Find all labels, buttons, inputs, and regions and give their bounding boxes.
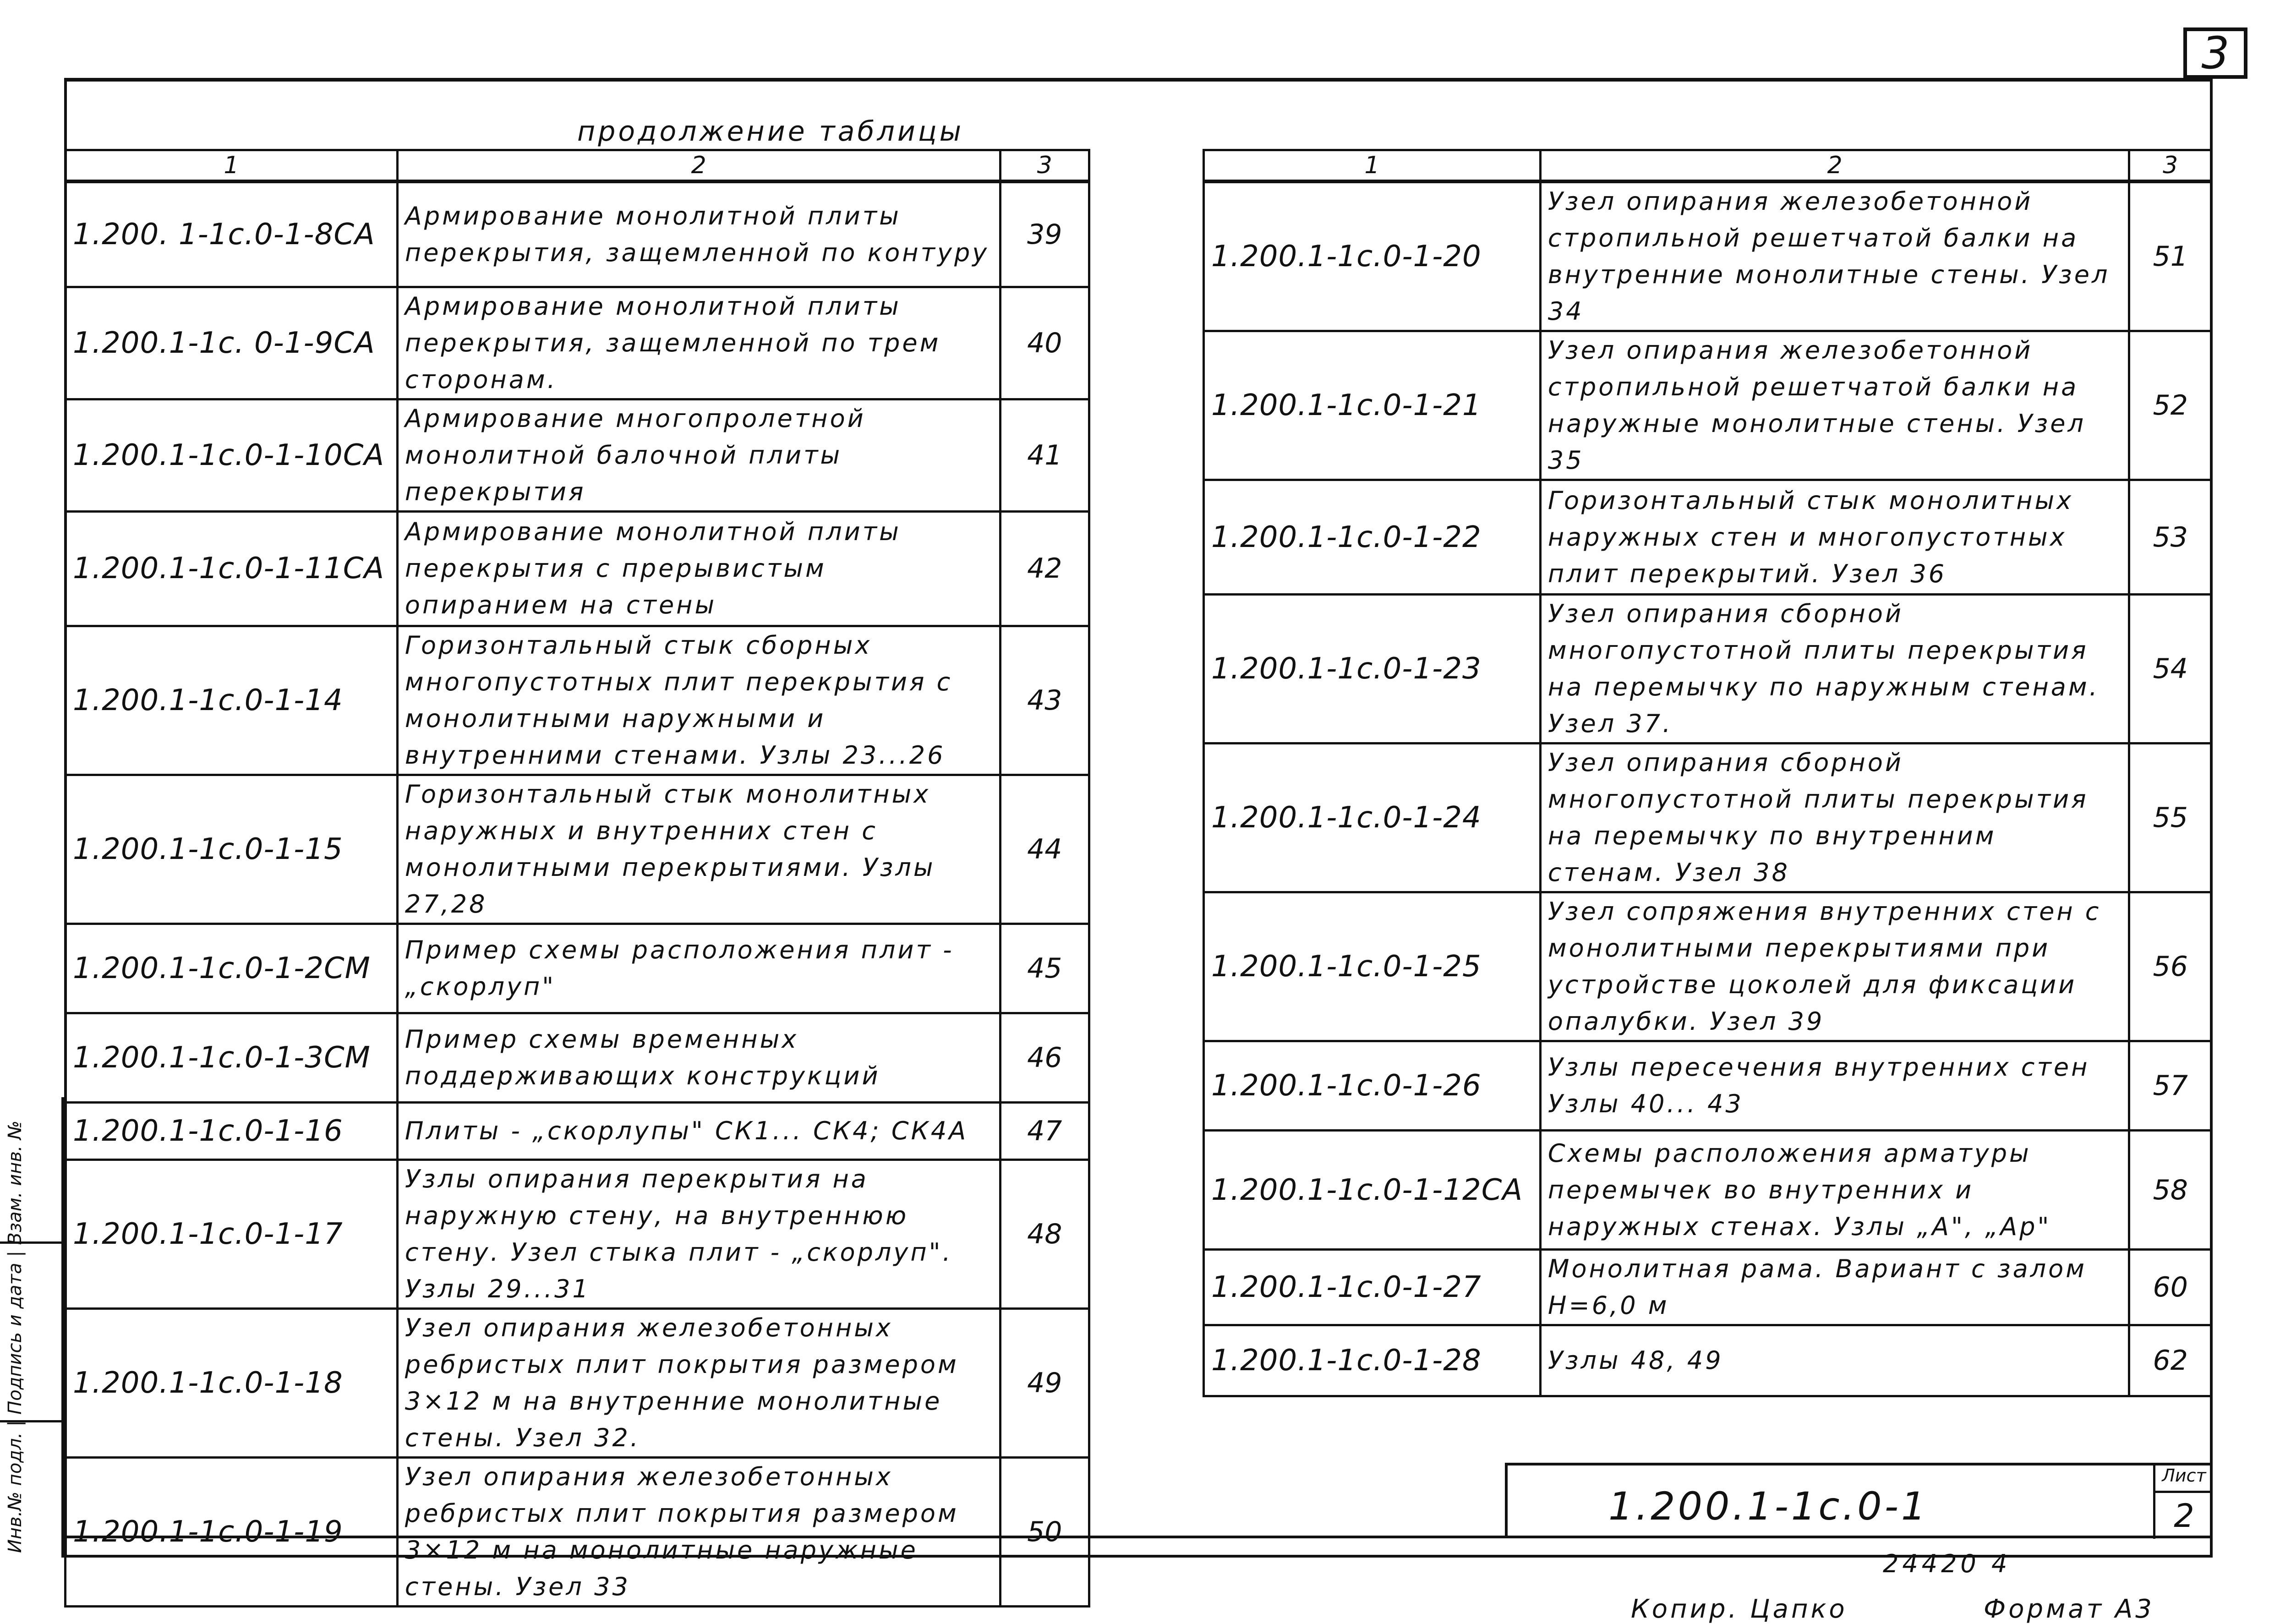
doc-code-cell: 1.200.1-1с.0-1-3СМ (66, 1013, 398, 1102)
table-row (1204, 331, 2212, 480)
doc-code-cell: 1.200.1-1с.0-1-28 (1204, 1325, 1541, 1396)
doc-code-cell: 1.200.1-1с.0-1-14 (66, 626, 398, 775)
table-row (1204, 892, 2212, 1041)
doc-code-cell: 1.200.1-1с.0-1-10СА (66, 399, 398, 511)
description-cell: Узел опирания железобетонной стропильной решетчатой балки на наружные монолитные стены. Узел 35 (1540, 331, 2129, 480)
description-cell: Узлы 48, 49 (1540, 1325, 2129, 1396)
table-row (66, 626, 1089, 775)
doc-code-cell: 1.200.1-1с.0-1-15 (66, 775, 398, 924)
table-row (66, 1457, 1089, 1606)
doc-code-cell: 1.200.1-1с.0-1-24 (1204, 744, 1541, 892)
description-cell: Армирование монолитной плиты перекрытия с прерывистым опиранием на стены (397, 511, 1000, 626)
doc-code-cell: 1.200.1-1с.0-1-17 (66, 1159, 398, 1308)
doc-code-cell: 1.200.1-1с.0-1-19 (66, 1457, 398, 1606)
page-cell: 46 (1000, 1013, 1089, 1102)
table-row (66, 1102, 1089, 1159)
description-cell: Узел опирания железобетонной стропильной решетчатой балки на внутренние монолитные стены. Узел 34 (1540, 181, 2129, 331)
list-label: Лист (2153, 1465, 2213, 1493)
table-row (66, 181, 1089, 287)
header-col1: 1 (66, 150, 398, 182)
doc-code-cell: 1.200.1-1с.0-1-12СА (1204, 1131, 1541, 1250)
page-cell: 47 (1000, 1102, 1089, 1159)
table-row (66, 924, 1089, 1013)
sheet-number: 3 (2183, 27, 2247, 79)
description-cell: Узел сопряжения внутренних стен с монолитными перекрытиями при устройстве цоколей для фиксации опалубки. Узел 39 (1540, 892, 2129, 1041)
description-cell: Схемы расположения арматуры перемычек во внутренних и наружных стенах. Узлы „А", „Ар" (1540, 1131, 2129, 1250)
doc-code-cell: 1.200.1-1с.0-1-18 (66, 1308, 398, 1457)
page-cell: 53 (2129, 480, 2212, 595)
description-cell: Армирование многопролетной монолитной балочной плиты перекрытия (397, 399, 1000, 511)
table-row (66, 511, 1089, 626)
page-cell: 51 (2129, 181, 2212, 331)
copier-label: Копир. Цапко (1631, 1594, 1848, 1624)
table-row (1204, 595, 2212, 744)
doc-code-cell: 1.200.1-1с.0-1-21 (1204, 331, 1541, 480)
title-block (1505, 1463, 2213, 1538)
side-stamp-label: Инв.№ подл. | Подпись и дата | Взам. инв. № (5, 1121, 26, 1553)
header-col3: 3 (1000, 150, 1089, 182)
table-row (1204, 1041, 2212, 1131)
page-cell: 40 (1000, 287, 1089, 399)
doc-code-cell: 1.200.1-1с.0-1-11СА (66, 511, 398, 626)
table-row (66, 1013, 1089, 1102)
table-row (66, 1159, 1089, 1308)
table-row (66, 1308, 1089, 1457)
header-col1: 1 (1204, 150, 1541, 182)
doc-code-cell: 1.200.1-1с.0-1-23 (1204, 595, 1541, 744)
description-cell: Горизонтальный стык сборных многопустотных плит перекрытия с монолитными наружными и внутренними стенами. Узлы 23...26 (397, 626, 1000, 775)
description-cell: Армирование монолитной плиты перекрытия, защемленной по трем сторонам. (397, 287, 1000, 399)
table-row (1204, 181, 2212, 331)
header-col3: 3 (2129, 150, 2212, 182)
page-cell: 44 (1000, 775, 1089, 924)
description-cell: Монолитная рама. Вариант с залом Н=6,0 м (1540, 1250, 2129, 1325)
right-table (1203, 149, 2213, 1397)
page-cell: 56 (2129, 892, 2212, 1041)
doc-code-cell: 1.200.1-1с. 0-1-9СА (66, 287, 398, 399)
page-cell: 54 (2129, 595, 2212, 744)
description-cell: Армирование монолитной плиты перекрытия, защемленной по контуру (397, 181, 1000, 287)
table-row (1204, 1250, 2212, 1325)
description-cell: Узел опирания сборной многопустотной плиты перекрытия на перемычку по внутренним стенам. Узел 38 (1540, 744, 2129, 892)
table-caption: продолжение таблицы (577, 115, 964, 148)
page-cell: 48 (1000, 1159, 1089, 1308)
table-row (66, 287, 1089, 399)
table-row (1204, 1131, 2212, 1250)
page-cell: 45 (1000, 924, 1089, 1013)
table-row (1204, 1325, 2212, 1396)
doc-code-cell: 1.200.1-1с.0-1-20 (1204, 181, 1541, 331)
description-cell: Горизонтальный стык монолитных наружных стен и многопустотных плит перекрытий. Узел 36 (1540, 480, 2129, 595)
page-cell: 60 (2129, 1250, 2212, 1325)
left-table (64, 149, 1090, 1608)
doc-code-cell: 1.200. 1-1с.0-1-8СА (66, 181, 398, 287)
page-cell: 39 (1000, 181, 1089, 287)
table-row (1204, 480, 2212, 595)
description-cell: Узел опирания железобетонных ребристых плит покрытия размером 3×12 м на монолитные наружные стены. Узел 33 (397, 1457, 1000, 1606)
doc-code-cell: 1.200.1-1с.0-1-26 (1204, 1041, 1541, 1131)
page-cell: 49 (1000, 1308, 1089, 1457)
description-cell: Узел опирания сборной многопустотной плиты перекрытия на перемычку по наружным стенам. Узел 37. (1540, 595, 2129, 744)
header-col2: 2 (397, 150, 1000, 182)
header-col2: 2 (1540, 150, 2129, 182)
page-cell: 57 (2129, 1041, 2212, 1131)
description-cell: Узлы пересечения внутренних стен Узлы 40... 43 (1540, 1041, 2129, 1131)
doc-code-cell: 1.200.1-1с.0-1-2СМ (66, 924, 398, 1013)
table-row (66, 399, 1089, 511)
page-cell: 50 (1000, 1457, 1089, 1606)
table-header-row (1204, 150, 2212, 182)
page-cell: 41 (1000, 399, 1089, 511)
doc-code-cell: 1.200.1-1с.0-1-27 (1204, 1250, 1541, 1325)
page-cell: 55 (2129, 744, 2212, 892)
page-cell: 42 (1000, 511, 1089, 626)
page-cell: 52 (2129, 331, 2212, 480)
description-cell: Пример схемы расположения плит - „скорлуп" (397, 924, 1000, 1013)
description-cell: Узел опирания железобетонных ребристых плит покрытия размером 3×12 м на внутренние монолитные стены. Узел 32. (397, 1308, 1000, 1457)
page-cell: 43 (1000, 626, 1089, 775)
table-row (66, 775, 1089, 924)
description-cell: Пример схемы временных поддерживающих конструкций (397, 1013, 1000, 1102)
list-number: 2 (2153, 1493, 2213, 1539)
format-label: Формат А3 (1984, 1594, 2154, 1624)
page-cell: 58 (2129, 1131, 2212, 1250)
doc-code-cell: 1.200.1-1с.0-1-16 (66, 1102, 398, 1159)
inventory-number: 24420 4 (1883, 1549, 2011, 1578)
doc-code-cell: 1.200.1-1с.0-1-25 (1204, 892, 1541, 1041)
table-header-row (66, 150, 1089, 182)
doc-code-cell: 1.200.1-1с.0-1-22 (1204, 480, 1541, 595)
page-cell: 62 (2129, 1325, 2212, 1396)
description-cell: Узлы опирания перекрытия на наружную стену, на внутреннюю стену. Узел стыка плит - „скорлуп". Узлы 29...31 (397, 1159, 1000, 1308)
description-cell: Плиты - „скорлупы" СК1... СК4; СК4А (397, 1102, 1000, 1159)
description-cell: Горизонтальный стык монолитных наружных и внутренних стен с монолитными перекрытиями. Узлы 27,28 (397, 775, 1000, 924)
title-doc-code: 1.200.1-1с.0-1 (1608, 1484, 1929, 1529)
table-row (1204, 744, 2212, 892)
